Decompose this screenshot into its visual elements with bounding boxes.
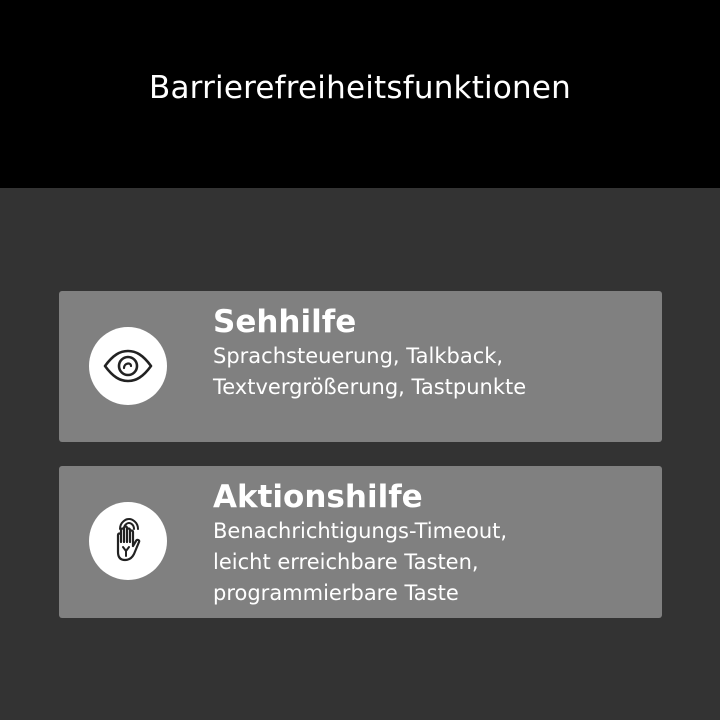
- card-description-line: leicht erreichbare Tasten,: [213, 550, 479, 574]
- eye-icon: [89, 327, 167, 405]
- header: [0, 0, 720, 188]
- main-content: [0, 188, 720, 720]
- card-description-line: Sprachsteuerung, Talkback,: [213, 344, 504, 368]
- vision-icon-badge: [89, 327, 167, 405]
- card-description: [213, 516, 648, 609]
- action-icon-badge: [89, 502, 167, 580]
- hand-touch-icon: [89, 502, 167, 580]
- card-description: [213, 341, 648, 403]
- card-title: Sehhilfe: [213, 304, 357, 340]
- card-title: Aktionshilfe: [213, 479, 423, 515]
- card-description-line: programmierbare Taste: [213, 581, 459, 605]
- page-title: Barrierefreiheitsfunktionen: [149, 70, 571, 106]
- card-description-line: Benachrichtigungs-Timeout,: [213, 519, 508, 543]
- vision-aid-card[interactable]: [59, 291, 662, 442]
- vision-aid-text: [213, 303, 648, 403]
- action-aid-card[interactable]: [59, 466, 662, 618]
- action-aid-text: [213, 478, 648, 609]
- card-description-line: Textvergrößerung, Tastpunkte: [213, 375, 527, 399]
